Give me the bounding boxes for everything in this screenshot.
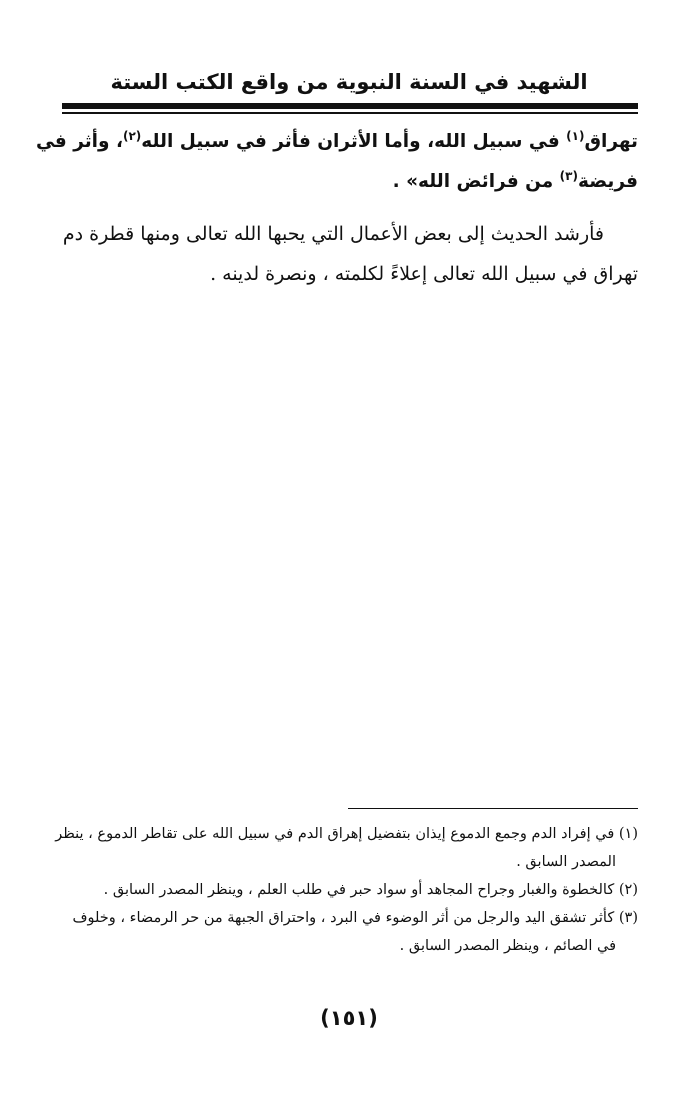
footnote-3-continued: في الصائم ، وينظر المصدر السابق . — [399, 938, 616, 954]
text-run: فريضة — [577, 171, 638, 192]
header-rule-thick — [62, 103, 638, 109]
footnote-1: (١) في إفراد الدم وجمع الدموع إيذان بتفضيل إهراق الدم في سبيل الله على تقاطر الدموع ، ينظر — [55, 826, 638, 842]
footnote-ref-3: (٣) — [559, 168, 578, 183]
footnote-1-continued: المصدر السابق . — [516, 854, 616, 870]
text-run: في سبيل الله، وأما الأثران فأثر في سبيل الله — [141, 131, 567, 152]
footnote-ref-2: (٢) — [122, 128, 142, 143]
text-run: من فرائض الله» . — [392, 171, 560, 192]
paragraph-1-line-1 — [35, 122, 638, 162]
footnotes — [56, 820, 638, 960]
header-rule-thin — [62, 112, 638, 114]
paragraph-2-line-1: فأرشد الحديث إلى بعض الأعمال التي يحبها الله تعالى ومنها قطرة دم — [62, 223, 604, 245]
paragraph-1-line-2 — [58, 162, 638, 202]
running-title: الشهيد في السنة النبوية من واقع الكتب الستة — [110, 70, 588, 94]
paragraph-2-line-2: تهراق في سبيل الله تعالى إعلاءً لكلمته ، ونصرة لدينه . — [210, 263, 638, 285]
footnote-separator — [348, 808, 638, 809]
footnote-ref-1: (١) — [566, 128, 585, 143]
footnote-3: (٣) كأثر تشقق اليد والرجل من أثر الوضوء في البرد ، واحتراق الجبهة من حر الرمضاء ، وخلوف — [72, 910, 638, 926]
footnote-2: (٢) كالخطوة والغبار وجراح المجاهد أو سواد حبر في طلب العلم ، وينظر المصدر السابق . — [103, 882, 638, 898]
text-run: ، وأثر في — [35, 131, 123, 152]
page-number: (١٥١) — [320, 1006, 378, 1030]
main-text — [35, 122, 638, 294]
text-run: تهراق — [584, 131, 638, 152]
